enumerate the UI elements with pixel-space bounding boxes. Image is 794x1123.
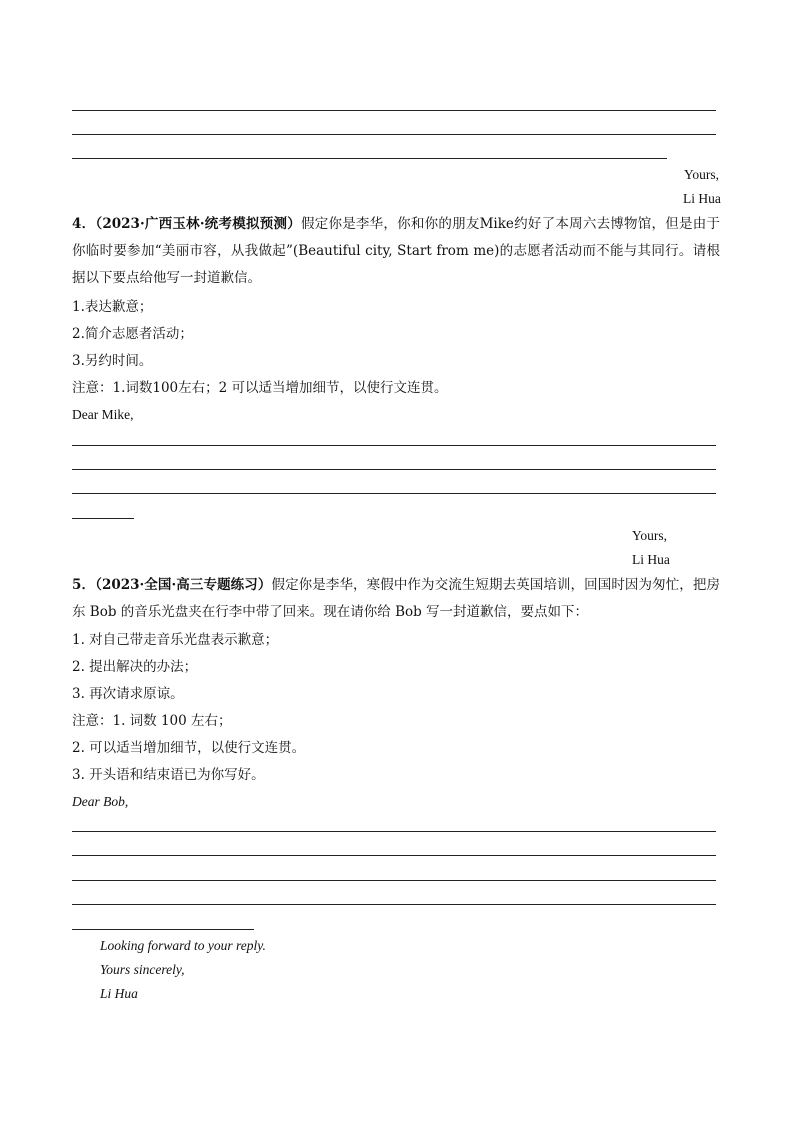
q5-note-1: 注意：1. 词数 100 左右； [72,713,232,729]
q4-salutation: Dear Mike, [72,407,134,422]
writing-line [72,110,716,111]
q4-point-2: 2.简介志愿者活动； [72,326,193,342]
q4-note: 注意：1.词数100左右；2 可以适当增加细节，以使行文连贯。 [72,380,448,396]
writing-line [72,904,716,905]
writing-line [72,929,254,930]
q4-point-3: 3.另约时间。 [72,353,153,369]
q5-note-2: 2. 可以适当增加细节，以使行文连贯。 [72,740,306,756]
q4-number: 4． [72,216,96,232]
writing-line [72,880,716,881]
writing-line [72,855,716,856]
q5-point-3: 3. 再次请求原谅。 [72,686,184,702]
q4-closing-yours: Yours, [632,528,668,543]
q5-closing-yours: Yours sincerely, [100,962,185,977]
q4-prompt-text: 假定你是李华，你和你的朋友Mike约好了本周六去博物馆，但是由于你临时要参加“美丽市容，从我做起”(Beautiful city, Start from me)的志愿者活动而不能与其同行。请根据以下要点给他写一封道歉信。 [72,216,720,286]
q5-salutation: Dear Bob, [72,794,129,809]
writing-line [72,445,716,446]
q5-closing-name: Li Hua [100,986,138,1001]
writing-line [72,134,716,135]
writing-line [72,493,716,494]
writing-line [72,469,716,470]
q4-closing-name: Li Hua [632,552,670,567]
q5-note-3: 3. 开头语和结束语已为你写好。 [72,767,265,783]
writing-line [72,158,667,159]
q3-closing-name: Li Hua [683,191,721,206]
q4-source: （2023·广西玉林·统考模拟预测） [95,216,301,232]
q5-closing-looking: Looking forward to your reply. [100,938,266,953]
q3-closing-yours: Yours, [684,167,720,182]
q5-point-1: 1. 对自己带走音乐光盘表示歉意； [72,632,279,648]
writing-line [72,831,716,832]
q4-point-1: 1.表达歉意； [72,299,153,315]
q4-prompt [72,211,720,292]
writing-line [72,518,134,519]
q5-number: 5． [72,577,96,593]
q5-point-2: 2. 提出解决的办法； [72,659,198,675]
q5-source: （2023·全国·高三专题练习） [95,577,272,593]
q5-prompt [72,572,720,626]
q5-prompt-text: 假定你是李华，寒假中作为交流生短期去英国培训，回国时因为匆忙，把房东 Bob 的音乐光盘夹在行李中带了回来。现在请你给 Bob 写一封道歉信，要点如下： [72,577,721,620]
